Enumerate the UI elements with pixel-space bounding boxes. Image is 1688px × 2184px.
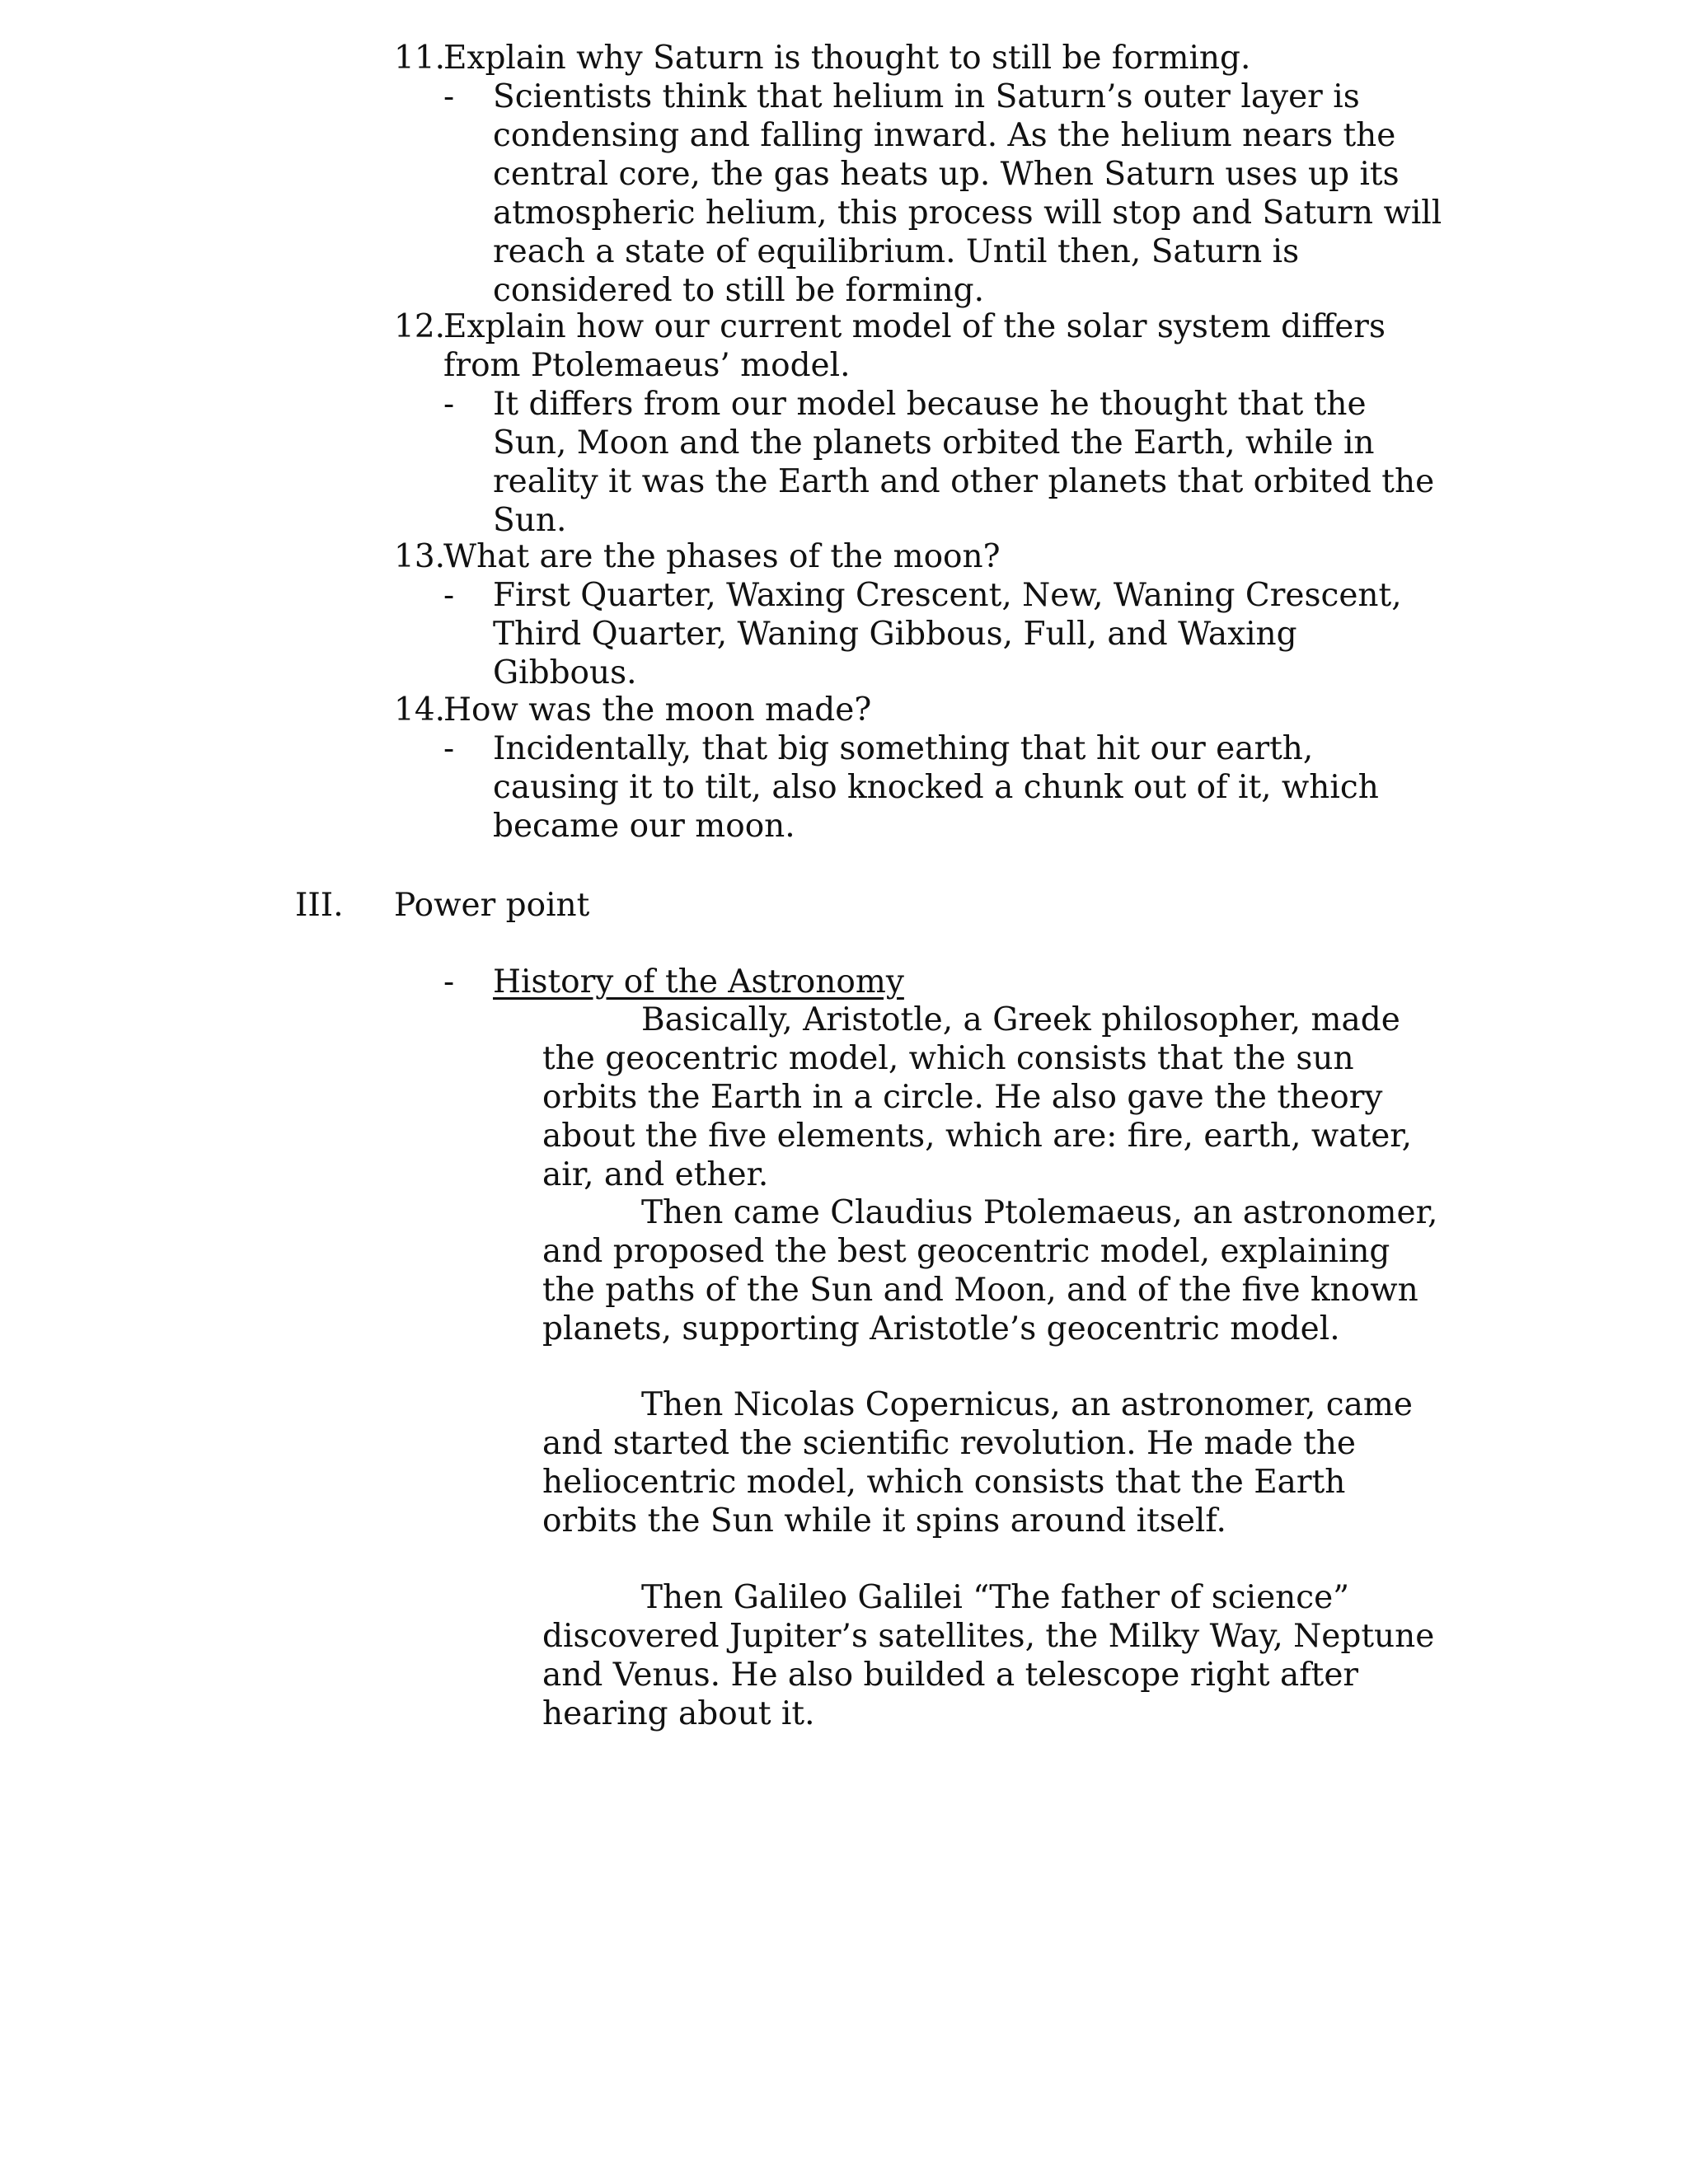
answer-text: Incidentally, that big something that hit our earth, causing it to tilt, also knocked a chunk out of it, which became our moon.: [493, 730, 1379, 845]
bullet-dash: -: [443, 386, 455, 423]
question-11: [394, 39, 1449, 310]
paragraph-galileo: Then Galileo Galilei “The father of science” discovered Jupiter’s satellites, the Milky Way, Neptune and Venus. He also builded a telescope right after hearing about it.: [542, 1579, 1435, 1732]
question-number: 11.: [394, 40, 446, 77]
question-text: How was the moon made?: [443, 691, 872, 729]
question-14: [394, 691, 1449, 846]
question-text: Explain why Saturn is thought to still be forming.: [443, 40, 1251, 77]
question-number: 13.: [394, 538, 446, 575]
subsection-title: History of the Astronomy: [493, 963, 904, 1001]
question-number: 12.: [394, 308, 446, 345]
question-line: [394, 691, 1449, 729]
question-text: Explain how our current model of the solar system differs from Ptolemaeus’ model.: [443, 308, 1386, 384]
section-numeral: III.: [295, 887, 344, 924]
question-line: [394, 537, 1449, 576]
bullet-dash: -: [443, 577, 455, 614]
answer-item: [394, 385, 1449, 540]
answer-item: [394, 729, 1449, 846]
question-text: What are the phases of the moon?: [443, 538, 1001, 575]
question-line: [394, 307, 1449, 385]
bullet-dash: -: [443, 78, 455, 115]
bullet-dash: -: [443, 963, 455, 1001]
answer-item: [394, 576, 1449, 692]
question-line: [394, 39, 1449, 77]
question-12: [394, 307, 1449, 540]
answer-item: [394, 77, 1449, 310]
question-13: [394, 537, 1449, 692]
question-number: 14.: [394, 691, 446, 729]
paragraph-ptolemaeus: Then came Claudius Ptolemaeus, an astronomer, and proposed the best geocentric model, explaining the paths of the Sun and Moon, and of the five known planets, supporting Aristotle’s geocentric model.: [542, 1194, 1438, 1347]
answer-text: It differs from our model because he thought that the Sun, Moon and the planets orbited the Earth, while in reality it was the Earth and other planets that orbited the Sun.: [493, 386, 1435, 539]
section-title: Power point: [394, 887, 590, 924]
answer-text: First Quarter, Waxing Crescent, New, Waning Crescent, Third Quarter, Waning Gibbous, Full, and Waxing Gibbous.: [493, 577, 1402, 691]
bullet-dash: -: [443, 730, 455, 767]
answer-text: Scientists think that helium in Saturn’s outer layer is condensing and falling inward. As the helium nears the central core, the gas heats up. When Saturn uses up its atmospheric helium, this process will stop and Saturn will reach a state of equilibrium. Until then, Saturn is considered to still be forming.: [493, 78, 1442, 309]
paragraph-aristotle: Basically, Aristotle, a Greek philosopher, made the geocentric model, which consists that the sun orbits the Earth in a circle. He also gave the theory about the five elements, which are: fire, earth, water, air, and ether.: [542, 1001, 1413, 1193]
paragraph-copernicus: Then Nicolas Copernicus, an astronomer, came and started the scientific revolution. He made the heliocentric model, which consists that the Earth orbits the Sun while it spins around itself.: [542, 1386, 1413, 1540]
